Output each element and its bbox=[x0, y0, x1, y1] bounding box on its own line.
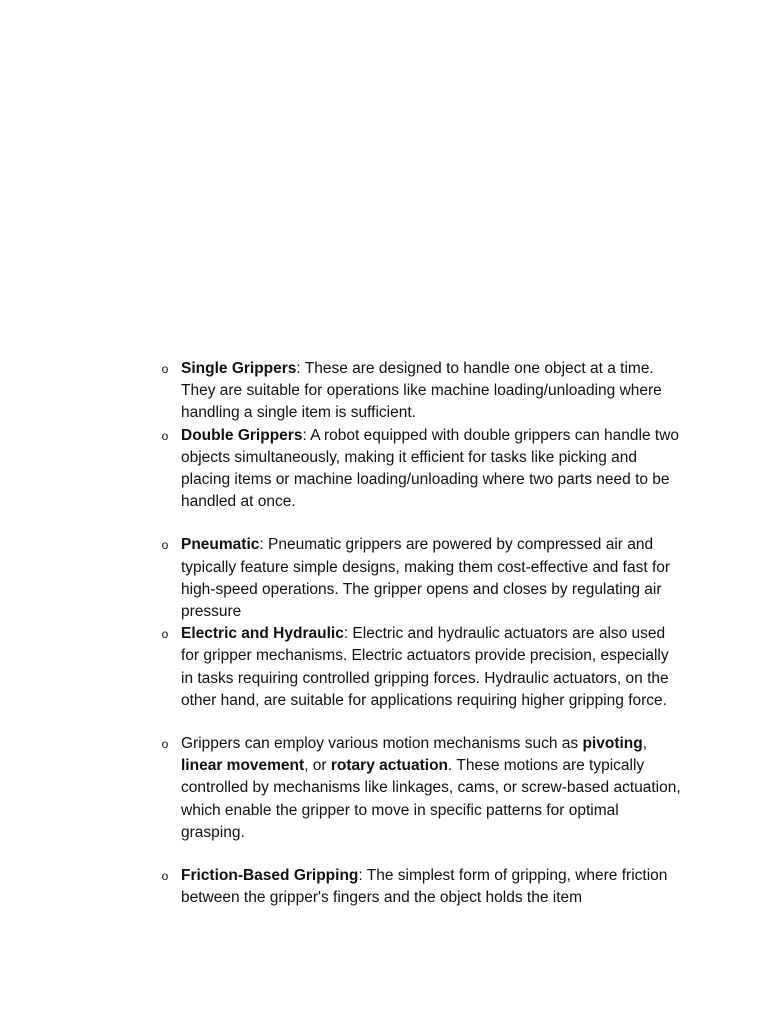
term-rotary-actuation: rotary actuation bbox=[330, 757, 449, 775]
term-friction-gripping: Friction-Based Gripping bbox=[181, 867, 359, 885]
bullet-circle-icon: o bbox=[161, 428, 169, 443]
description-single-grippers: : These are designed to handle one object at a time. They are suitable for operations like machine loading/unloading where handling a single item is sufficient. bbox=[181, 360, 662, 422]
description-friction-gripping: : The simplest form of gripping, where friction between the gripper's fingers and the object holds the item bbox=[181, 867, 668, 907]
term-electric-hydraulic: Electric and Hydraulic bbox=[181, 625, 344, 643]
motion-text-3: , or bbox=[304, 757, 331, 775]
list-item-friction-gripping bbox=[161, 865, 681, 909]
term-pneumatic: Pneumatic bbox=[181, 536, 260, 554]
description-double-grippers: : A robot equipped with double grippers can handle two objects simultaneously, making it efficient for tasks like picking and placing items or machine loading/unloading where two parts need to be handled at once. bbox=[181, 426, 680, 511]
list-item-pneumatic bbox=[161, 534, 681, 623]
bullet-circle-icon: o bbox=[161, 538, 169, 553]
term-linear-movement: linear movement bbox=[181, 757, 305, 775]
term-pivoting: pivoting bbox=[582, 735, 643, 753]
term-single-grippers: Single Grippers bbox=[181, 360, 297, 377]
list-item-electric-hydraulic bbox=[161, 623, 681, 712]
bullet-circle-icon: o bbox=[161, 362, 169, 376]
list-item-double-grippers bbox=[161, 425, 681, 514]
motion-text-1: Grippers can employ various motion mechanisms such as bbox=[181, 735, 583, 753]
description-electric-hydraulic: : Electric and hydraulic actuators are also used for gripper mechanisms. Electric actuators provide precision, especially in tasks requiring controlled gripping forces. Hydraulic actuators, on the other hand, are suitable for applications requiring higher gripping force. bbox=[181, 625, 669, 709]
bullet-circle-icon: o bbox=[161, 869, 169, 884]
paragraph-gap bbox=[181, 844, 681, 865]
bullet-circle-icon: o bbox=[161, 737, 169, 752]
bullet-list bbox=[161, 358, 681, 909]
paragraph-gap bbox=[181, 513, 681, 534]
list-item-single-grippers bbox=[161, 358, 681, 425]
bullet-circle-icon: o bbox=[161, 627, 169, 642]
list-item-motion-mechanisms bbox=[161, 733, 681, 844]
term-double-grippers: Double Grippers bbox=[181, 426, 303, 444]
motion-text-2: , bbox=[642, 735, 648, 753]
paragraph-gap bbox=[181, 712, 681, 733]
motion-text-4: . These motions are typically controlled by mechanisms like linkages, cams, or screw-based actuation, which enable the gripper to move in specific patterns for optimal grasping. bbox=[181, 757, 681, 841]
description-pneumatic: : Pneumatic grippers are powered by compressed air and typically feature simple designs, making them cost-effective and fast for high-speed operations. The gripper opens and closes by regulating air pressure bbox=[181, 536, 671, 621]
